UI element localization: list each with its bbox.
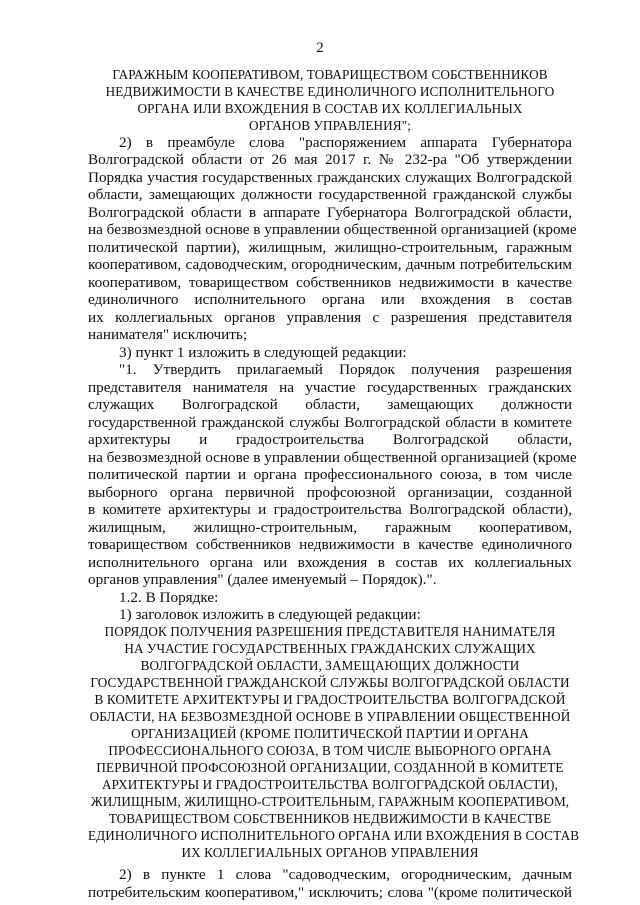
text-line: политической партии), жилищным, жилищно-строительным, гаражным bbox=[88, 239, 572, 256]
text-line: ТОВАРИЩЕСТВОМ СОБСТВЕННИКОВ НЕДВИЖИМОСТИ В КАЧЕСТВЕ bbox=[108, 811, 552, 826]
text-line: ГАРАЖНЫМ КООПЕРАТИВОМ, ТОВАРИЩЕСТВОМ СОБСТВЕННИКОВ bbox=[112, 67, 548, 82]
text-line: органов управления" (далее именуемый – Порядок).". bbox=[88, 571, 437, 588]
text-line: ПРОФЕССИОНАЛЬНОГО СОЮЗА, В ТОМ ЧИСЛЕ ВЫБОРНОГО ОРГАНА bbox=[108, 743, 552, 758]
text-line: ОРГАНИЗАЦИЕЙ (КРОМЕ ПОЛИТИЧЕСКОЙ ПАРТИИ И ОРГАНА bbox=[131, 726, 529, 741]
text-line: ГОСУДАРСТВЕННОЙ ГРАЖДАНСКОЙ СЛУЖБЫ ВОЛГОГРАДСКОЙ ОБЛАСТИ bbox=[90, 675, 570, 690]
text-line: 3) пункт 1 изложить в следующей редакции: bbox=[119, 344, 407, 361]
text-line: НЕДВИЖИМОСТИ В КАЧЕСТВЕ ЕДИНОЛИЧНОГО ИСПОЛНИТЕЛЬНОГО bbox=[105, 84, 555, 99]
text-line: на безвозмездной основе в управлении общественной организацией (кроме bbox=[88, 449, 577, 466]
text-line: Волгоградской области в аппарате Губернатора Волгоградской области, bbox=[88, 204, 572, 221]
text-line: ОРГАНА ИЛИ ВХОЖДЕНИЯ В СОСТАВ ИХ КОЛЛЕГИАЛЬНЫХ bbox=[137, 101, 523, 116]
text-line: представителя нанимателя на участие государственных гражданских bbox=[88, 379, 572, 396]
text-line: служащих Волгоградской области, замещающих должности bbox=[88, 396, 572, 413]
text-line: 1.2. В Порядке: bbox=[119, 589, 219, 606]
text-line: ЕДИНОЛИЧНОГО ИСПОЛНИТЕЛЬНОГО ОРГАНА ИЛИ ВХОЖДЕНИЯ В СОСТАВ bbox=[88, 828, 580, 843]
text-line: 1) заголовок изложить в следующей редакции: bbox=[119, 606, 421, 623]
text-line: выборного органа первичной профсоюзной организации, созданной bbox=[88, 484, 572, 501]
text-line: государственной гражданской службы Волгоградской области в комитете bbox=[88, 414, 572, 431]
text-line: ОБЛАСТИ, НА БЕЗВОЗМЕЗДНОЙ ОСНОВЕ В УПРАВЛЕНИИ ОБЩЕСТВЕННОЙ bbox=[89, 709, 571, 724]
text-line: на безвозмездной основе в управлении общественной организацией (кроме bbox=[88, 221, 577, 238]
text-line: их коллегиальных органов управления с разрешения представителя bbox=[88, 309, 572, 326]
text-line: Порядка участия государственных гражданских служащих Волгоградской bbox=[88, 169, 572, 186]
text-line: 2) в пункте 1 слова "садоводческим, огородническим, дачным bbox=[119, 866, 572, 883]
page-number: 2 bbox=[316, 40, 324, 56]
text-line: ОРГАНОВ УПРАВЛЕНИЯ"; bbox=[249, 118, 411, 133]
text-line: "1. Утвердить прилагаемый Порядок получения разрешения bbox=[119, 361, 572, 378]
text-line: кооперативом, товариществом собственников недвижимости в качестве bbox=[88, 274, 572, 291]
text-line: ПОРЯДОК ПОЛУЧЕНИЯ РАЗРЕШЕНИЯ ПРЕДСТАВИТЕЛЯ НАНИМАТЕЛЯ bbox=[104, 624, 556, 639]
text-line: ЖИЛИЩНЫМ, ЖИЛИЩНО-СТРОИТЕЛЬНЫМ, ГАРАЖНЫМ КООПЕРАТИВОМ, bbox=[90, 794, 570, 809]
text-line: АРХИТЕКТУРЫ И ГРАДОСТРОИТЕЛЬСТВА ВОЛГОГРАДСКОЙ ОБЛАСТИ), bbox=[102, 777, 558, 792]
text-line: товариществом собственников недвижимости в качестве единоличного bbox=[88, 536, 572, 553]
text-line: ВОЛГОГРАДСКОЙ ОБЛАСТИ, ЗАМЕЩАЮЩИХ ДОЛЖНОСТИ bbox=[140, 658, 520, 673]
text-line: В КОМИТЕТЕ АРХИТЕКТУРЫ И ГРАДОСТРОИТЕЛЬСТВА ВОЛГОГРАДСКОЙ bbox=[94, 692, 566, 707]
text-line: кооперативом, садоводческим, огородническим, дачным потребительским bbox=[88, 256, 572, 273]
text-line: НА УЧАСТИЕ ГОСУДАРСТВЕННЫХ ГРАЖДАНСКИХ СЛУЖАЩИХ bbox=[124, 641, 536, 656]
text-line: архитектуры и градостроительства Волгоградской области, bbox=[88, 431, 572, 448]
text-line: единоличного исполнительного органа или вхождения в состав bbox=[88, 291, 572, 308]
text-line: ПЕРВИЧНОЙ ПРОФСОЮЗНОЙ ОРГАНИЗАЦИИ, СОЗДАННОЙ В КОМИТЕТЕ bbox=[96, 760, 564, 775]
text-line: жилищным, жилищно-строительным, гаражным кооперативом, bbox=[88, 519, 572, 536]
text-line: в комитете архитектуры и градостроительства Волгоградской области), bbox=[88, 501, 572, 518]
text-line: нанимателя" исключить; bbox=[88, 326, 248, 343]
text-line: ИХ КОЛЛЕГИАЛЬНЫХ ОРГАНОВ УПРАВЛЕНИЯ bbox=[181, 845, 479, 860]
text-line: политической партии и органа профессионального союза, в том числе bbox=[88, 466, 572, 483]
text-line: области, замещающих должности государственной гражданской службы bbox=[88, 186, 572, 203]
text-line: Волгоградской области от 26 мая 2017 г. № 232-ра "Об утверждении bbox=[88, 151, 572, 168]
text-line: потребительским кооперативом," исключить; слова "(кроме политической bbox=[88, 884, 572, 901]
text-line: 2) в преамбуле слова "распоряжением аппарата Губернатора bbox=[119, 134, 572, 151]
text-line: исполнительного органа или вхождения в состав их коллегиальных bbox=[88, 554, 572, 571]
